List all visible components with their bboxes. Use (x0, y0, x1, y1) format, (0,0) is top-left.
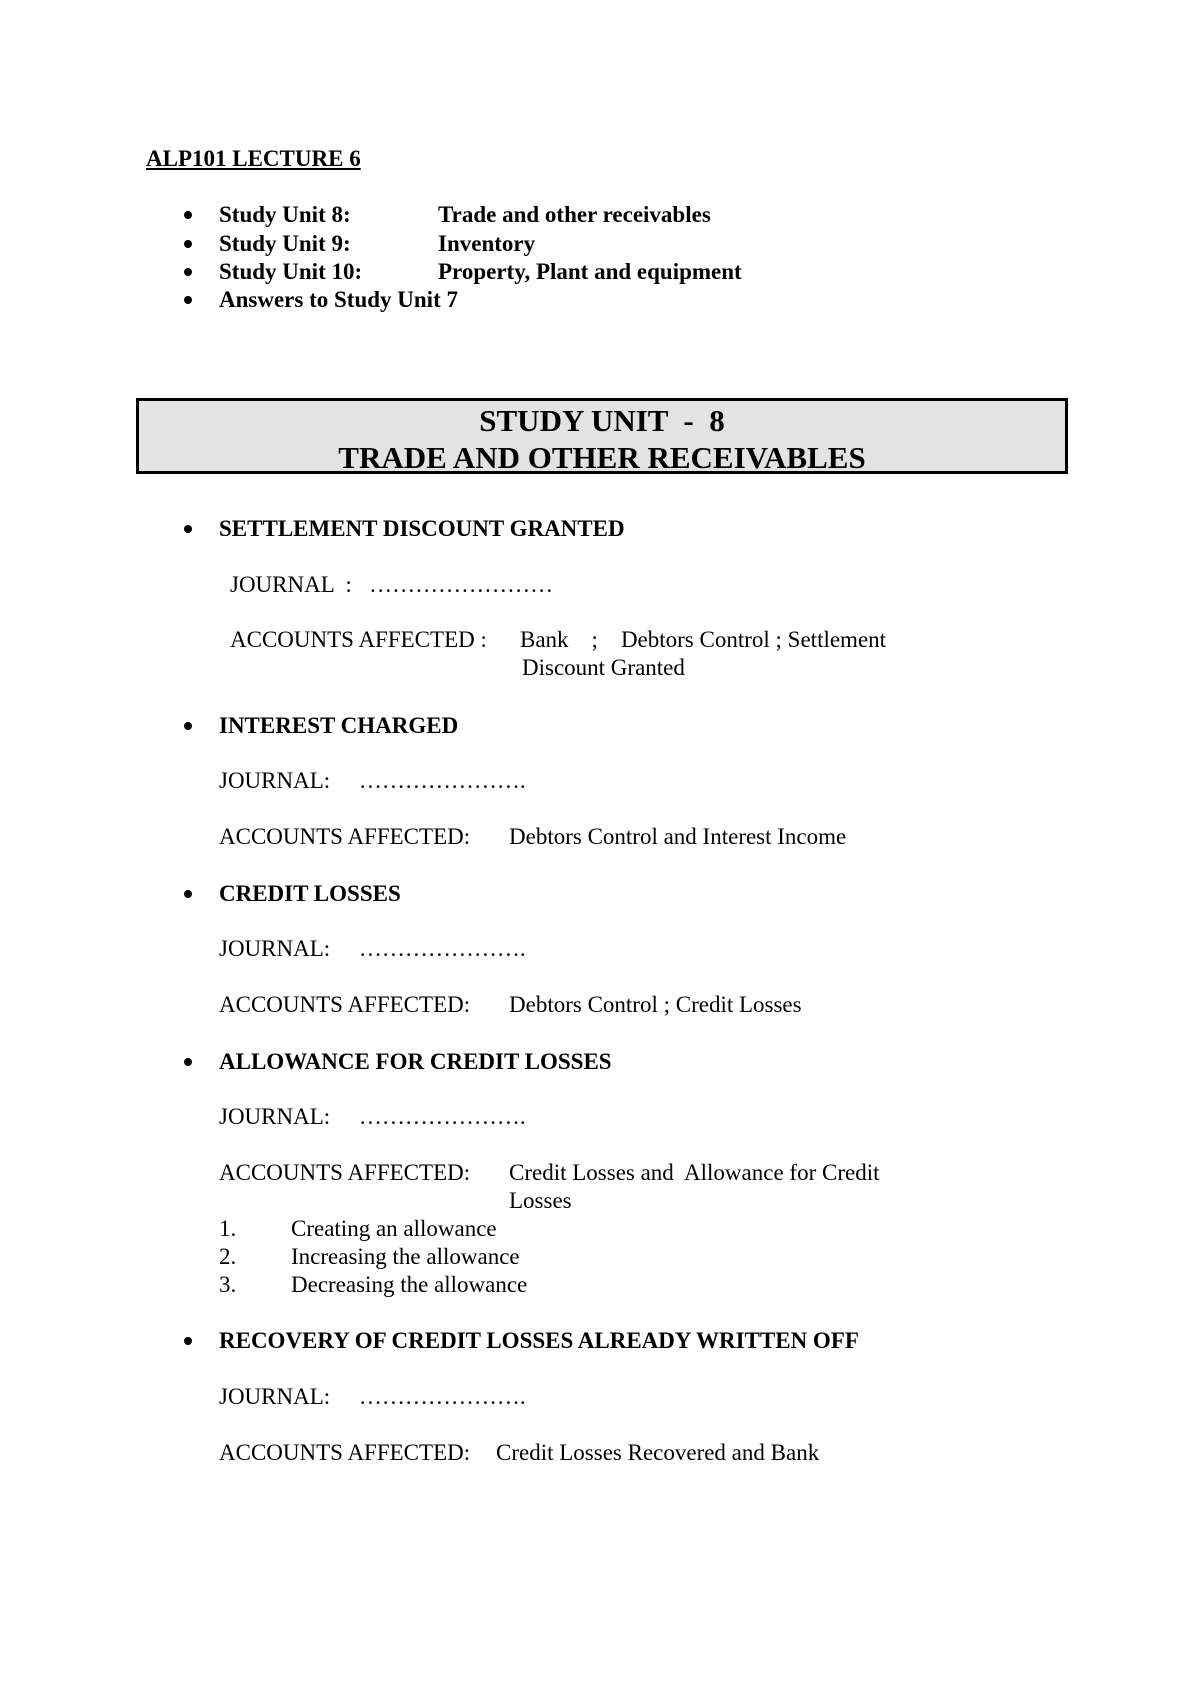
bullet-icon (184, 525, 192, 533)
list-item: Decreasing the allowance (291, 1272, 528, 1297)
section-heading: ALLOWANCE FOR CREDIT LOSSES (219, 1049, 612, 1074)
list-item: Creating an allowance (291, 1216, 497, 1241)
accounts-affected-label: ACCOUNTS AFFECTED: (219, 1160, 471, 1185)
accounts-affected-value-cont: Losses (509, 1188, 572, 1213)
lecture-title: ALP101 LECTURE 6 (146, 146, 361, 171)
accounts-affected-value: Debtors Control ; Credit Losses (509, 992, 802, 1017)
unit-topic: Trade and other receivables (438, 202, 711, 227)
accounts-affected-value-cont: Discount Granted (522, 655, 685, 680)
unit-label: Answers to Study Unit 7 (219, 287, 458, 312)
accounts-affected-label: ACCOUNTS AFFECTED: (219, 1440, 471, 1465)
section-heading: CREDIT LOSSES (219, 881, 401, 906)
accounts-affected-label: ACCOUNTS AFFECTED: (219, 824, 471, 849)
bullet-icon (184, 296, 192, 304)
bullet-icon (184, 240, 192, 248)
accounts-affected-value: Debtors Control and Interest Income (509, 824, 847, 849)
unit-topic: Property, Plant and equipment (438, 259, 742, 284)
bullet-icon (184, 1337, 192, 1345)
list-item: Increasing the allowance (291, 1244, 520, 1269)
list-number: 1. (219, 1216, 237, 1241)
bullet-icon (184, 722, 192, 730)
journal-line: JOURNAL: …………………. (219, 768, 526, 793)
section-heading: RECOVERY OF CREDIT LOSSES ALREADY WRITTEN OFF (219, 1328, 859, 1353)
list-number: 2. (219, 1244, 237, 1269)
journal-line: JOURNAL : …………………… (230, 572, 554, 597)
bullet-icon (184, 890, 192, 898)
unit-label: Study Unit 10: (219, 259, 363, 284)
study-unit-number: STUDY UNIT - 8 (479, 403, 725, 438)
section-heading: INTEREST CHARGED (219, 713, 459, 738)
accounts-affected-value: Bank ; Debtors Control ; Settlement (520, 627, 887, 652)
unit-label: Study Unit 8: (219, 202, 351, 227)
journal-line: JOURNAL: …………………. (219, 936, 526, 961)
unit-topic: Inventory (438, 231, 536, 256)
journal-line: JOURNAL: …………………. (219, 1104, 526, 1129)
unit-label: Study Unit 9: (219, 231, 351, 256)
journal-line: JOURNAL: …………………. (219, 1384, 526, 1409)
bullet-icon (184, 1058, 192, 1066)
bullet-icon (184, 211, 192, 219)
study-unit-header-box (136, 398, 1068, 474)
accounts-affected-value: Credit Losses and Allowance for Credit (509, 1160, 880, 1185)
accounts-affected-label: ACCOUNTS AFFECTED: (219, 992, 471, 1017)
list-number: 3. (219, 1272, 237, 1297)
accounts-affected-value: Credit Losses Recovered and Bank (496, 1440, 820, 1465)
study-unit-title: TRADE AND OTHER RECEIVABLES (338, 440, 866, 475)
bullet-icon (184, 268, 192, 276)
section-heading: SETTLEMENT DISCOUNT GRANTED (219, 516, 625, 541)
accounts-affected-label: ACCOUNTS AFFECTED : (230, 627, 487, 652)
